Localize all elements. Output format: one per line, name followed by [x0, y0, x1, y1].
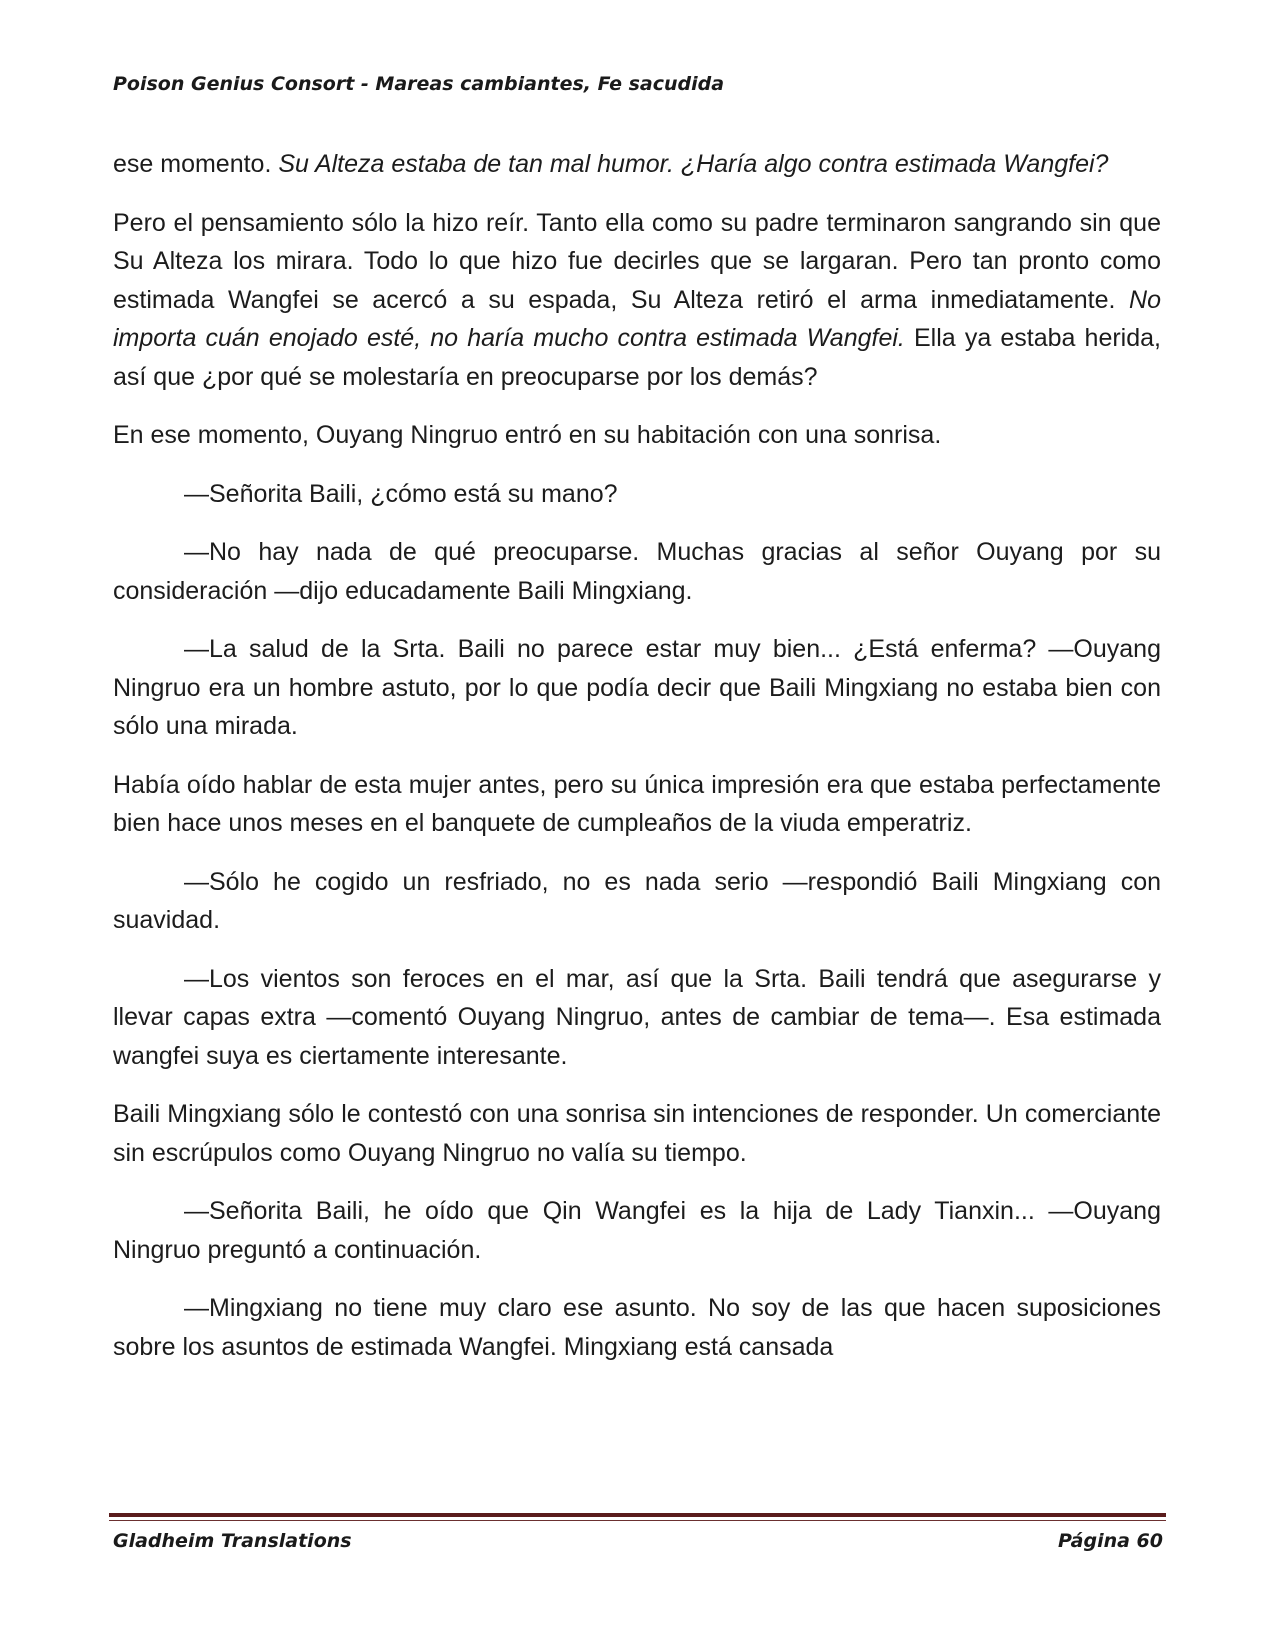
footer-publisher: Gladheim Translations — [113, 1530, 352, 1552]
paragraph: Baili Mingxiang sólo le contestó con una sonrisa sin intenciones de responder. Un comerciante sin escrúpulos como Ouyang Ningruo no valía su tiempo. — [113, 1100, 1161, 1167]
dialogue-paragraph: —Sólo he cogido un resfriado, no es nada serio —respondió Baili Mingxiang con suavidad. — [113, 867, 1161, 934]
dialogue-paragraph: —Los vientos son feroces en el mar, así que la Srta. Baili tendrá que asegurarse y llevar capas extra —comentó Ouyang Ningruo, antes de cambiar de tema—. Esa estimada wangfei suya es ciertamente interesante. — [113, 964, 1161, 1070]
paragraph-text: ese momento. — [113, 150, 279, 178]
dialogue-paragraph: —No hay nada de qué preocuparse. Muchas gracias al señor Ouyang por su consideración —dijo educadamente Baili Mingxiang. — [113, 538, 1161, 605]
footer-rule — [109, 1513, 1166, 1517]
paragraph: Había oído hablar de esta mujer antes, pero su única impresión era que estaba perfectamente bien hace unos meses en el banquete de cumpleaños de la viuda emperatriz. — [113, 770, 1161, 837]
page-header: Poison Genius Consort - Mareas cambiantes, Fe sacudida — [113, 73, 725, 95]
paragraph-italic-text: Su Alteza estaba de tan mal humor. ¿Haría algo contra estimada Wangfei? — [278, 150, 1109, 178]
paragraph — [113, 145, 1161, 184]
dialogue-paragraph: —La salud de la Srta. Baili no parece estar muy bien... ¿Está enferma? —Ouyang Ningruo era un hombre astuto, por lo que podía decir que Baili Mingxiang no estaba bien con sólo una mirada. — [113, 635, 1161, 740]
paragraph-text: Ella ya estaba herida, así que ¿por qué se molestaría en preocuparse por los demás? — [113, 324, 1161, 391]
page-number: Página 60 — [1057, 1530, 1163, 1552]
paragraph — [113, 204, 1161, 397]
dialogue-paragraph: —Señorita Baili, he oído que Qin Wangfei es la hija de Lady Tianxin... —Ouyang Ningruo preguntó a continuación. — [113, 1197, 1161, 1264]
paragraph-italic-text: No importa cuán enojado esté, no haría mucho contra estimada Wangfei. — [113, 285, 1161, 352]
paragraph-text: Pero el pensamiento sólo la hizo reír. Tanto ella como su padre terminaron sangrando sin que Su Alteza los mirara. Todo lo que hizo fue decirles que se largaran. Pero tan pronto como estimada Wangfei se acercó a su espada, Su Alteza retiró el arma inmediatamente. — [113, 208, 1161, 314]
paragraph: En ese momento, Ouyang Ningruo entró en su habitación con una sonrisa. — [113, 421, 942, 449]
page-body — [113, 145, 1161, 1386]
footer-rule-thin — [109, 1520, 1166, 1521]
dialogue-paragraph: —Señorita Baili, ¿cómo está su mano? — [184, 479, 618, 508]
dialogue-paragraph: —Mingxiang no tiene muy claro ese asunto. No soy de las que hacen suposiciones sobre los asuntos de estimada Wangfei. Mingxiang está cansada — [113, 1294, 1161, 1361]
